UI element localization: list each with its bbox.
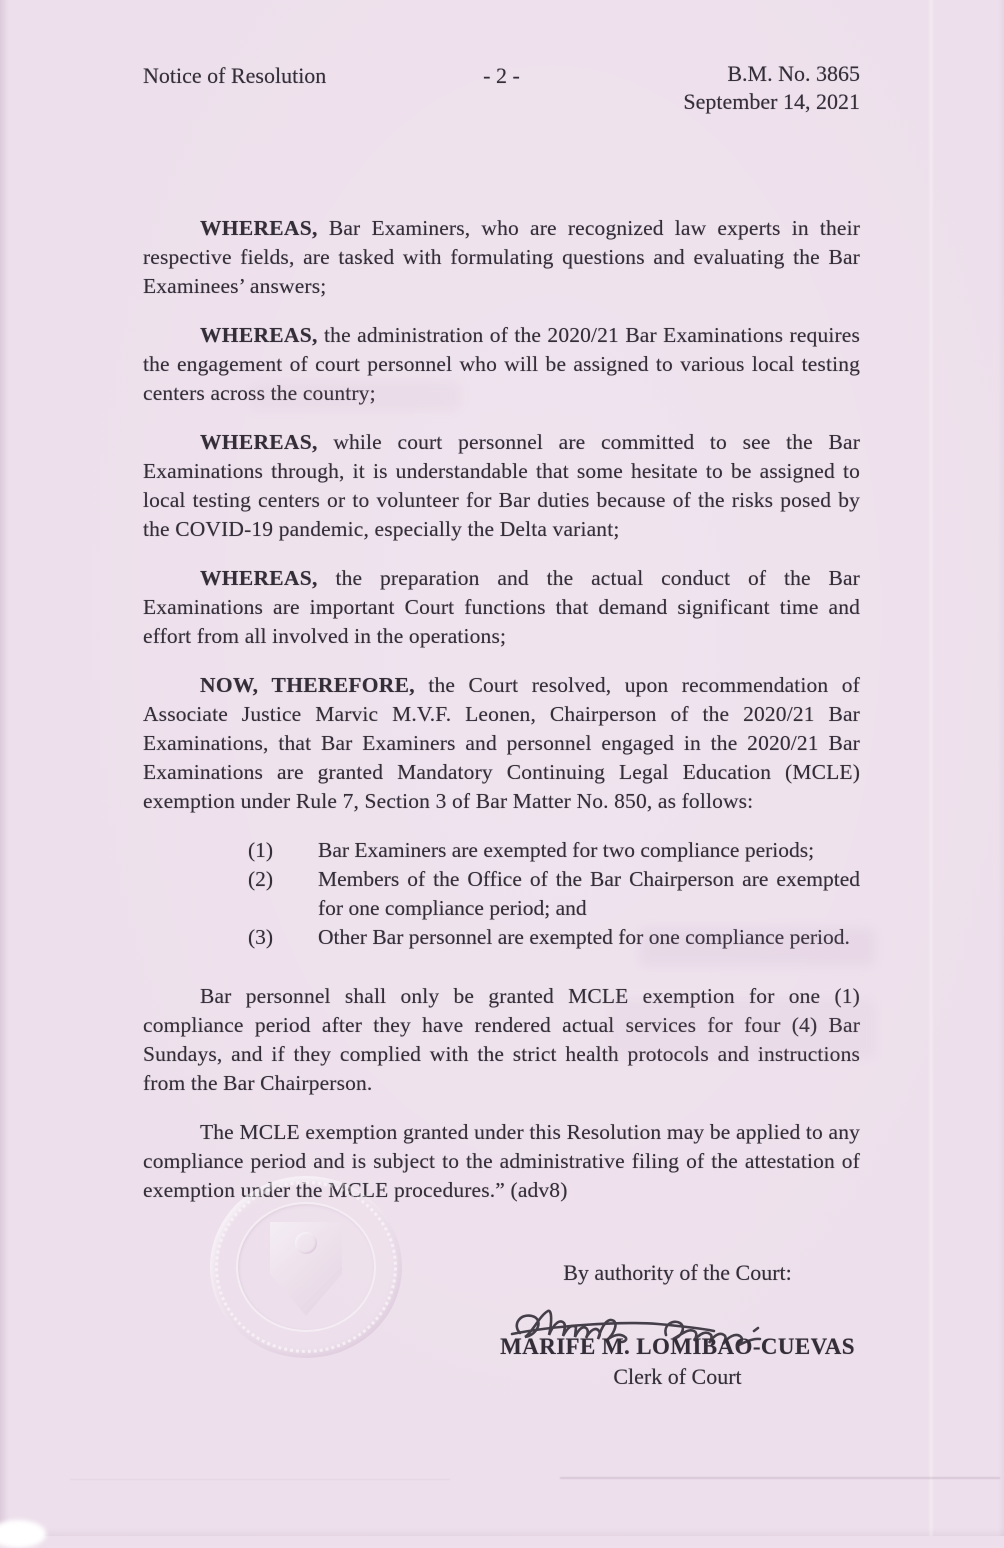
paragraph-whereas-3 [143, 428, 860, 544]
paragraph-text: the preparation and the actual conduct of the Bar Examinations are important Court functions that demand significant time and effort from all involved in the operations; [143, 566, 860, 648]
paragraph-whereas-1 [143, 214, 860, 301]
signatory-title: Clerk of Court [613, 1364, 742, 1389]
list-item-number: (3) [248, 925, 274, 949]
seal-shield-icon [270, 1222, 342, 1316]
paragraph-text: while court personnel are committed to see the Bar Examinations through, it is understandable that some hesitate to be assigned to local testing centers or to volunteer for Bar duties because of the risks posed by the COVID-19 pandemic, especially the Delta variant; [143, 430, 860, 541]
header-bar-matter-number: B.M. No. 3865 [727, 61, 860, 86]
paper-crease [928, 0, 934, 1536]
paragraph-mcle-exemption: The MCLE exemption granted under this Resolution may be applied to any compliance period and is subject to the administrative filing of the attestation of exemption under the MCLE procedures.” (adv8) [143, 1120, 860, 1202]
list-item-number: (2) [248, 867, 274, 891]
signature-block [480, 1259, 875, 1391]
paragraph-lead: WHEREAS, [200, 430, 318, 454]
scan-artifact-line [560, 1477, 1000, 1479]
paragraph-whereas-4 [143, 564, 860, 651]
scan-corner-spot [0, 1520, 46, 1548]
paragraph-lead: WHEREAS, [200, 566, 318, 590]
list-item [248, 836, 860, 865]
list-item-text: Other Bar personnel are exempted for one compliance period. [318, 925, 850, 949]
list-item-text: Bar Examiners are exempted for two compliance periods; [318, 838, 815, 862]
seal-center-boss [295, 1232, 317, 1254]
list-item-text: Members of the Office of the Bar Chairperson are exempted for one compliance period; and [318, 867, 860, 920]
paragraph-text: Bar Examiners, who are recognized law experts in their respective fields, are tasked with formulating questions and evaluating the Bar Examinees’ answers; [143, 216, 860, 298]
scan-artifact-line [70, 1479, 450, 1480]
list-item [248, 865, 860, 923]
ink-bleed-through [250, 382, 460, 410]
page-number: - 2 - [483, 63, 520, 88]
paragraph-text: the Court resolved, upon recommendation of Associate Justice Marvic M.V.F. Leonen, Chairperson of the 2020/21 Bar Examinations, that Bar Examiners and personnel engaged in the 2020/21 Bar Examinations are granted Mandatory Continuing Legal Education (MCLE) exemption under Rule 7, Section 3 of Bar Matter No. 850, as follows: [143, 673, 860, 813]
authority-line: By authority of the Court: [563, 1260, 792, 1285]
embossed-court-seal-icon [210, 1176, 402, 1358]
paragraph-lead: NOW, THEREFORE, [200, 673, 415, 697]
signature-mark [480, 1301, 875, 1345]
header-date: September 14, 2021 [683, 89, 860, 114]
paragraph-bar-personnel: Bar personnel shall only be granted MCLE exemption for one (1) compliance period after they have rendered actual services for four (4) Bar Sundays, and if they complied with the strict health protocols and instructions from the Bar Chairperson. [143, 984, 860, 1095]
paragraph-text: the administration of the 2020/21 Bar Examinations requires the engagement of court personnel who will be assigned to various local testing centers across the country; [143, 323, 860, 405]
list-item-number: (1) [248, 838, 274, 862]
ink-bleed-through [610, 1000, 875, 1058]
header-doc-type: Notice of Resolution [143, 63, 327, 88]
signatory-name: MARIFE M. LOMIBAO-CUEVAS [500, 1334, 855, 1359]
handwritten-signature-icon [508, 1301, 770, 1351]
page-header [143, 60, 860, 116]
ink-bleed-through [640, 928, 875, 966]
paragraph-now-therefore [143, 671, 860, 816]
paragraph-lead: WHEREAS, [200, 216, 318, 240]
paragraph-lead: WHEREAS, [200, 323, 318, 347]
